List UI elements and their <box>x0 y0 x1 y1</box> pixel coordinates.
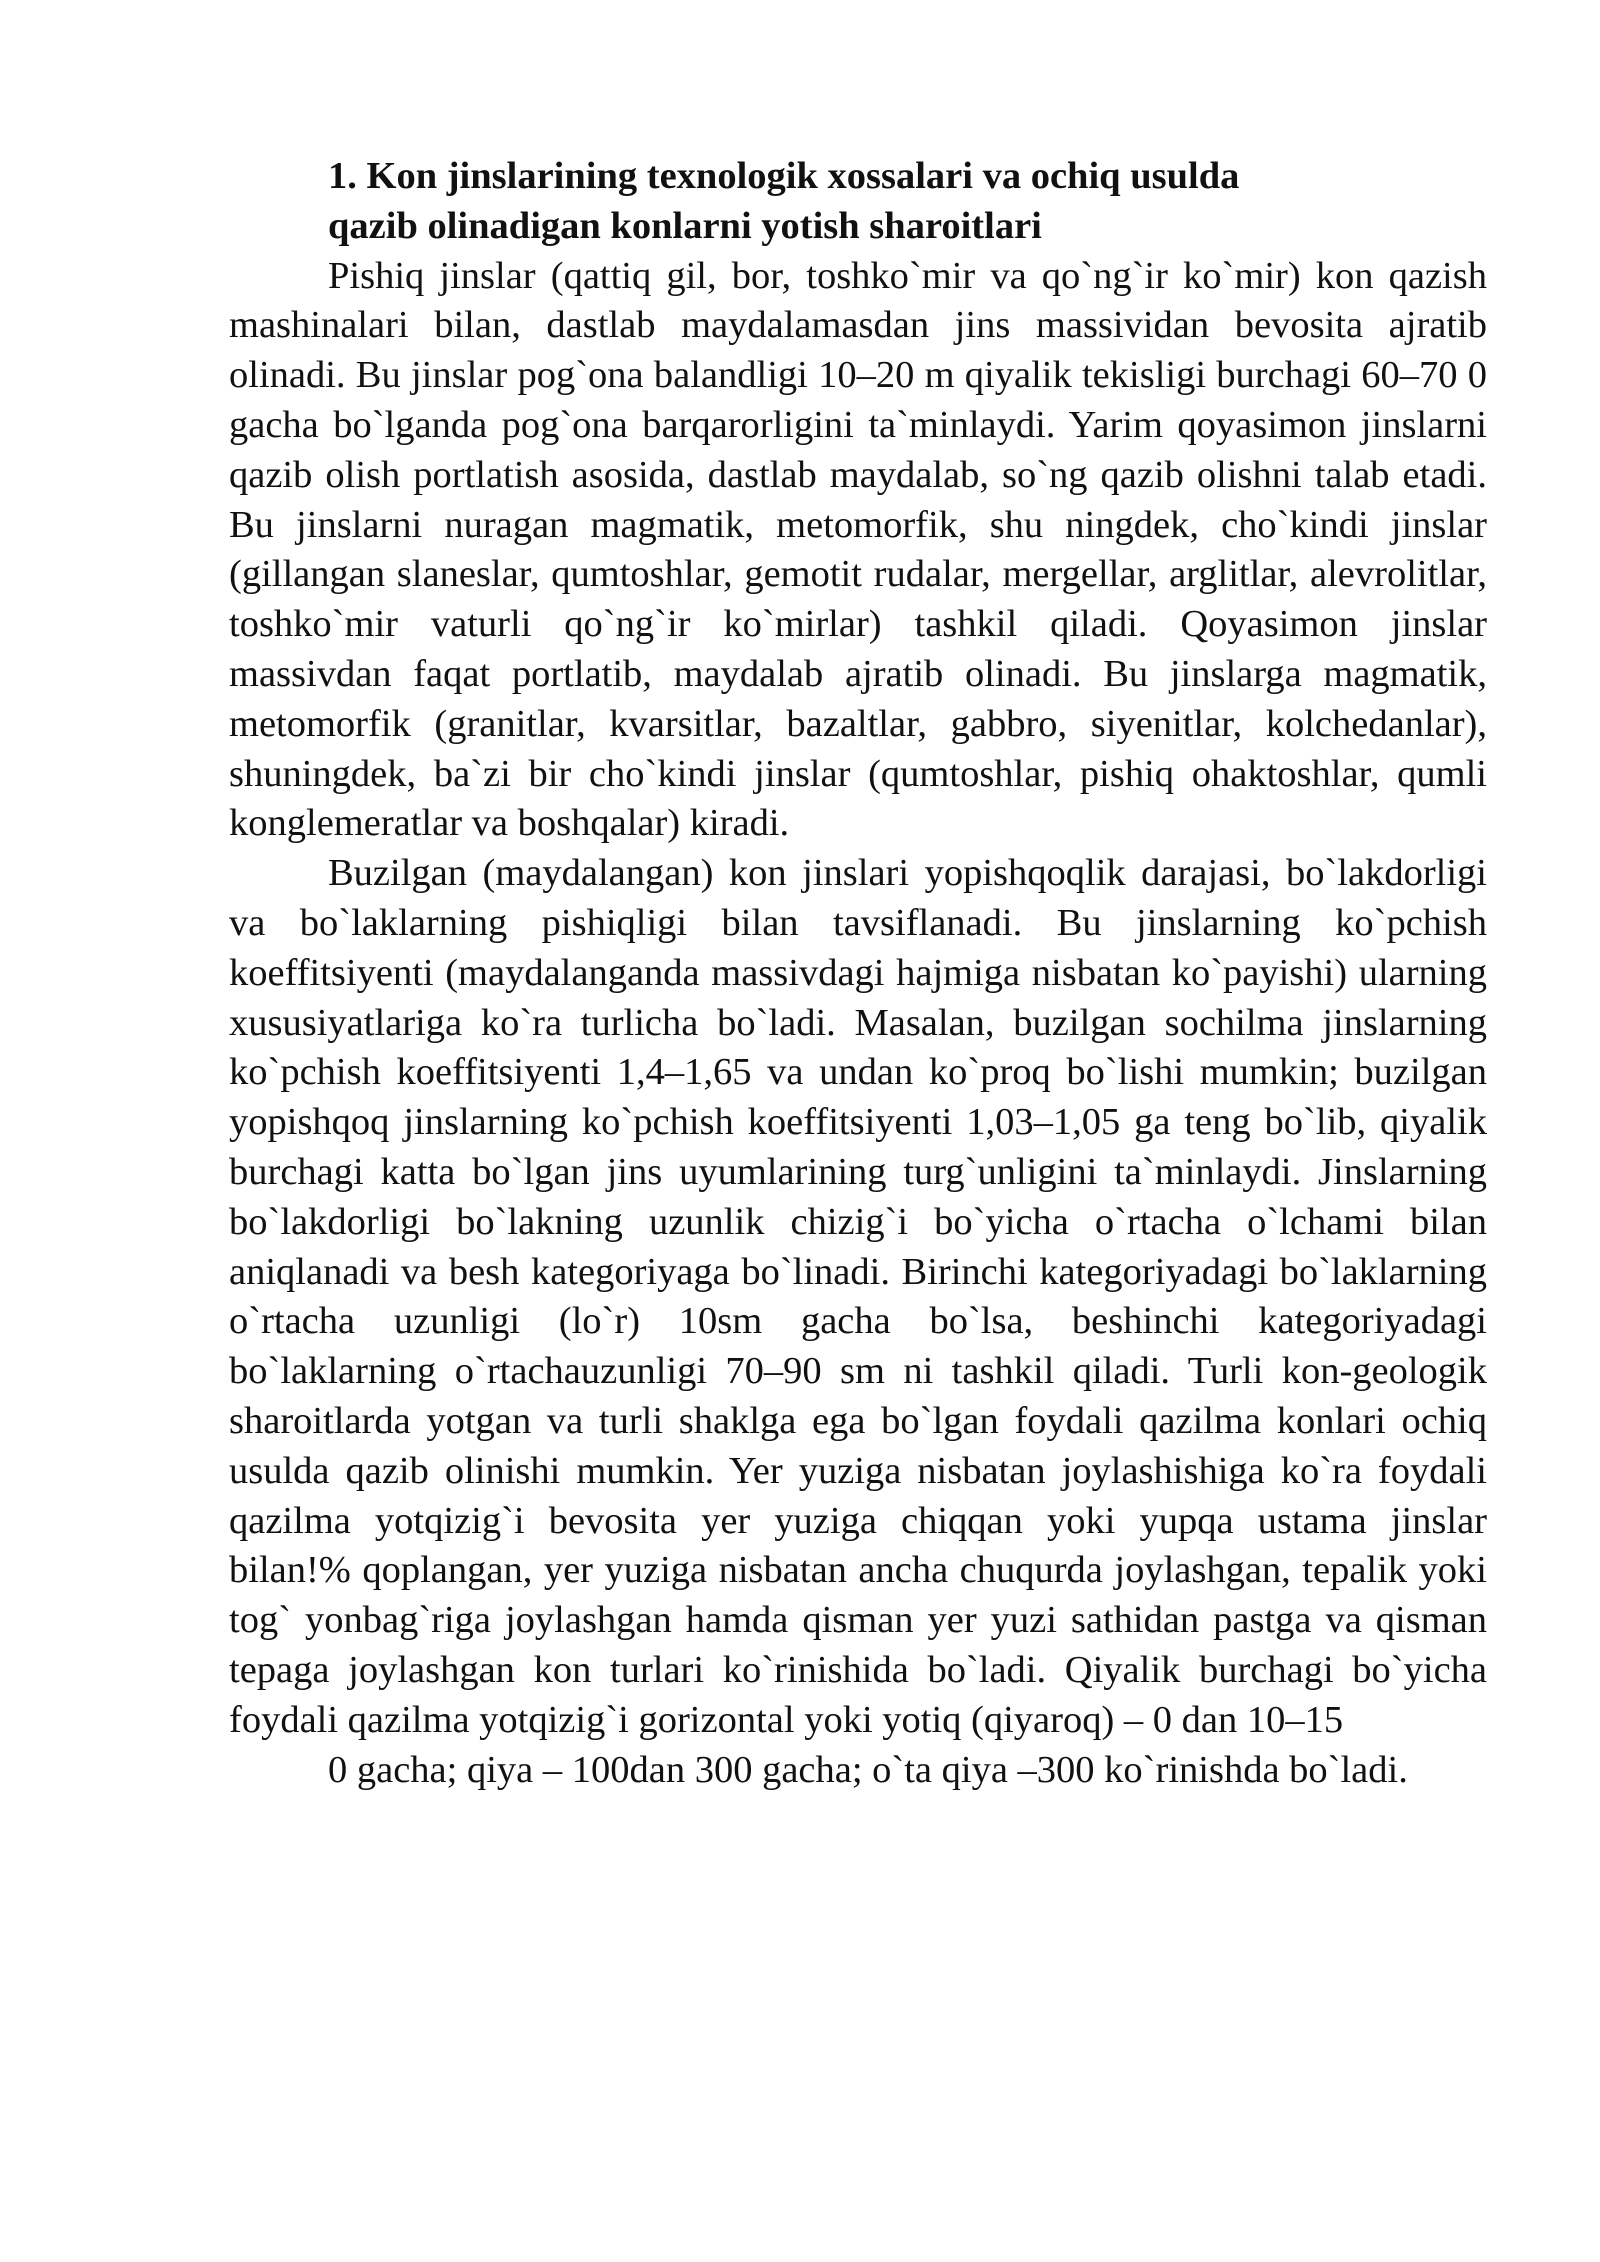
section-title <box>229 152 1487 252</box>
paragraph-2: Buzilgan (maydalangan) kon jinslari yopishqoqlik darajasi, bo`lakdorligi va bo`laklarning pishiqligi bilan tavsiflanadi. Bu jinslarning ko`pchish koeffitsiyenti (maydalanganda massivdagi hajmiga nisbatan ko`payishi) ularning xususiyatlariga ko`ra turlicha bo`ladi. Masalan, buzilgan sochilma jinslarning ko`pchish koeffitsiyenti 1,4–1,65 va undan ko`proq bo`lishi mumkin; buzilgan yopishqoq jinslarning ko`pchish koeffitsiyenti 1,03–1,05 ga teng bo`lib, qiyalik burchagi katta bo`lgan jins uyumlarining turg`unligini ta`minlaydi. Jinslarning bo`lakdorligi bo`lakning uzunlik chizig`i bo`yicha o`rtacha o`lchami bilan aniqlanadi va besh kategoriyaga bo`linadi. Birinchi kategoriyadagi bo`laklarning o`rtacha uzunligi (lo`r) 10sm gacha bo`lsa, beshinchi kategoriyadagi bo`laklarning o`rtachauzunligi 70–90 sm ni tashkil qiladi. Turli kon-geologik sharoitlarda yotgan va turli shaklga ega bo`lgan foydali qazilma konlari ochiq usulda qazib olinishi mumkin. Yer yuziga nisbatan joylashishiga ko`ra foydali qazilma yotqizig`i bevosita yer yuziga chiqqan yoki yupqa ustama jinslar bilan!% qoplangan, yer yuziga nisbatan ancha chuqurda joylashgan, tepalik yoki tog` yonbag`riga joylashgan hamda qisman yer yuzi sathidan pastga va qisman tepaga joylashgan kon turlari ko`rinishida bo`ladi. Qiyalik burchagi bo`yicha foydali qazilma yotqizig`i gorizontal yoki yotiq (qiyaroq) – 0 dan 10–15 <box>229 852 1487 1741</box>
document-page <box>229 152 1487 1795</box>
section-title-line-1: 1. Kon jinslarining texnologik xossalari va ochiq usulda <box>328 155 1240 197</box>
paragraph-1: Pishiq jinslar (qattiq gil, bor, toshko`mir va qo`ng`ir ko`mir) kon qazish mashinalari bilan, dastlab maydalamasdan jins massividan bevosita ajratib olinadi. Bu jinslar pog`ona balandligi 10–20 m qiyalik tekisligi burchagi 60–70 0 gacha bo`lganda pog`ona barqarorligini ta`minlaydi. Yarim qoyasimon jinslarni qazib olish portlatish asosida, dastlab maydalab, so`ng qazib olishni talab etadi. Bu jinslarni nuragan magmatik, metomorfik, shu ningdek, cho`kindi jinslar (gillangan slaneslar, qumtoshlar, gemotit rudalar, mergellar, arglitlar, alevrolitlar, toshko`mir vaturli qo`ng`ir ko`mirlar) tashkil qiladi. Qoyasimon jinslar massivdan faqat portlatib, maydalab ajratib olinadi. Bu jinslarga magmatik, metomorfik (granitlar, kvarsitlar, bazaltlar, gabbro, siyenitlar, kolchedanlar), shuningdek, ba`zi bir cho`kindi jinslar (qumtoshlar, pishiq ohaktoshlar, qumli konglemeratlar va boshqalar) kiradi. <box>229 254 1487 845</box>
section-title-line-2: qazib olinadigan konlarni yotish sharoitlari <box>328 204 1042 247</box>
paragraph-3: 0 gacha; qiya – 100dan 300 gacha; o`ta qiya –300 ko`rinishda bo`ladi. <box>328 1748 1408 1791</box>
